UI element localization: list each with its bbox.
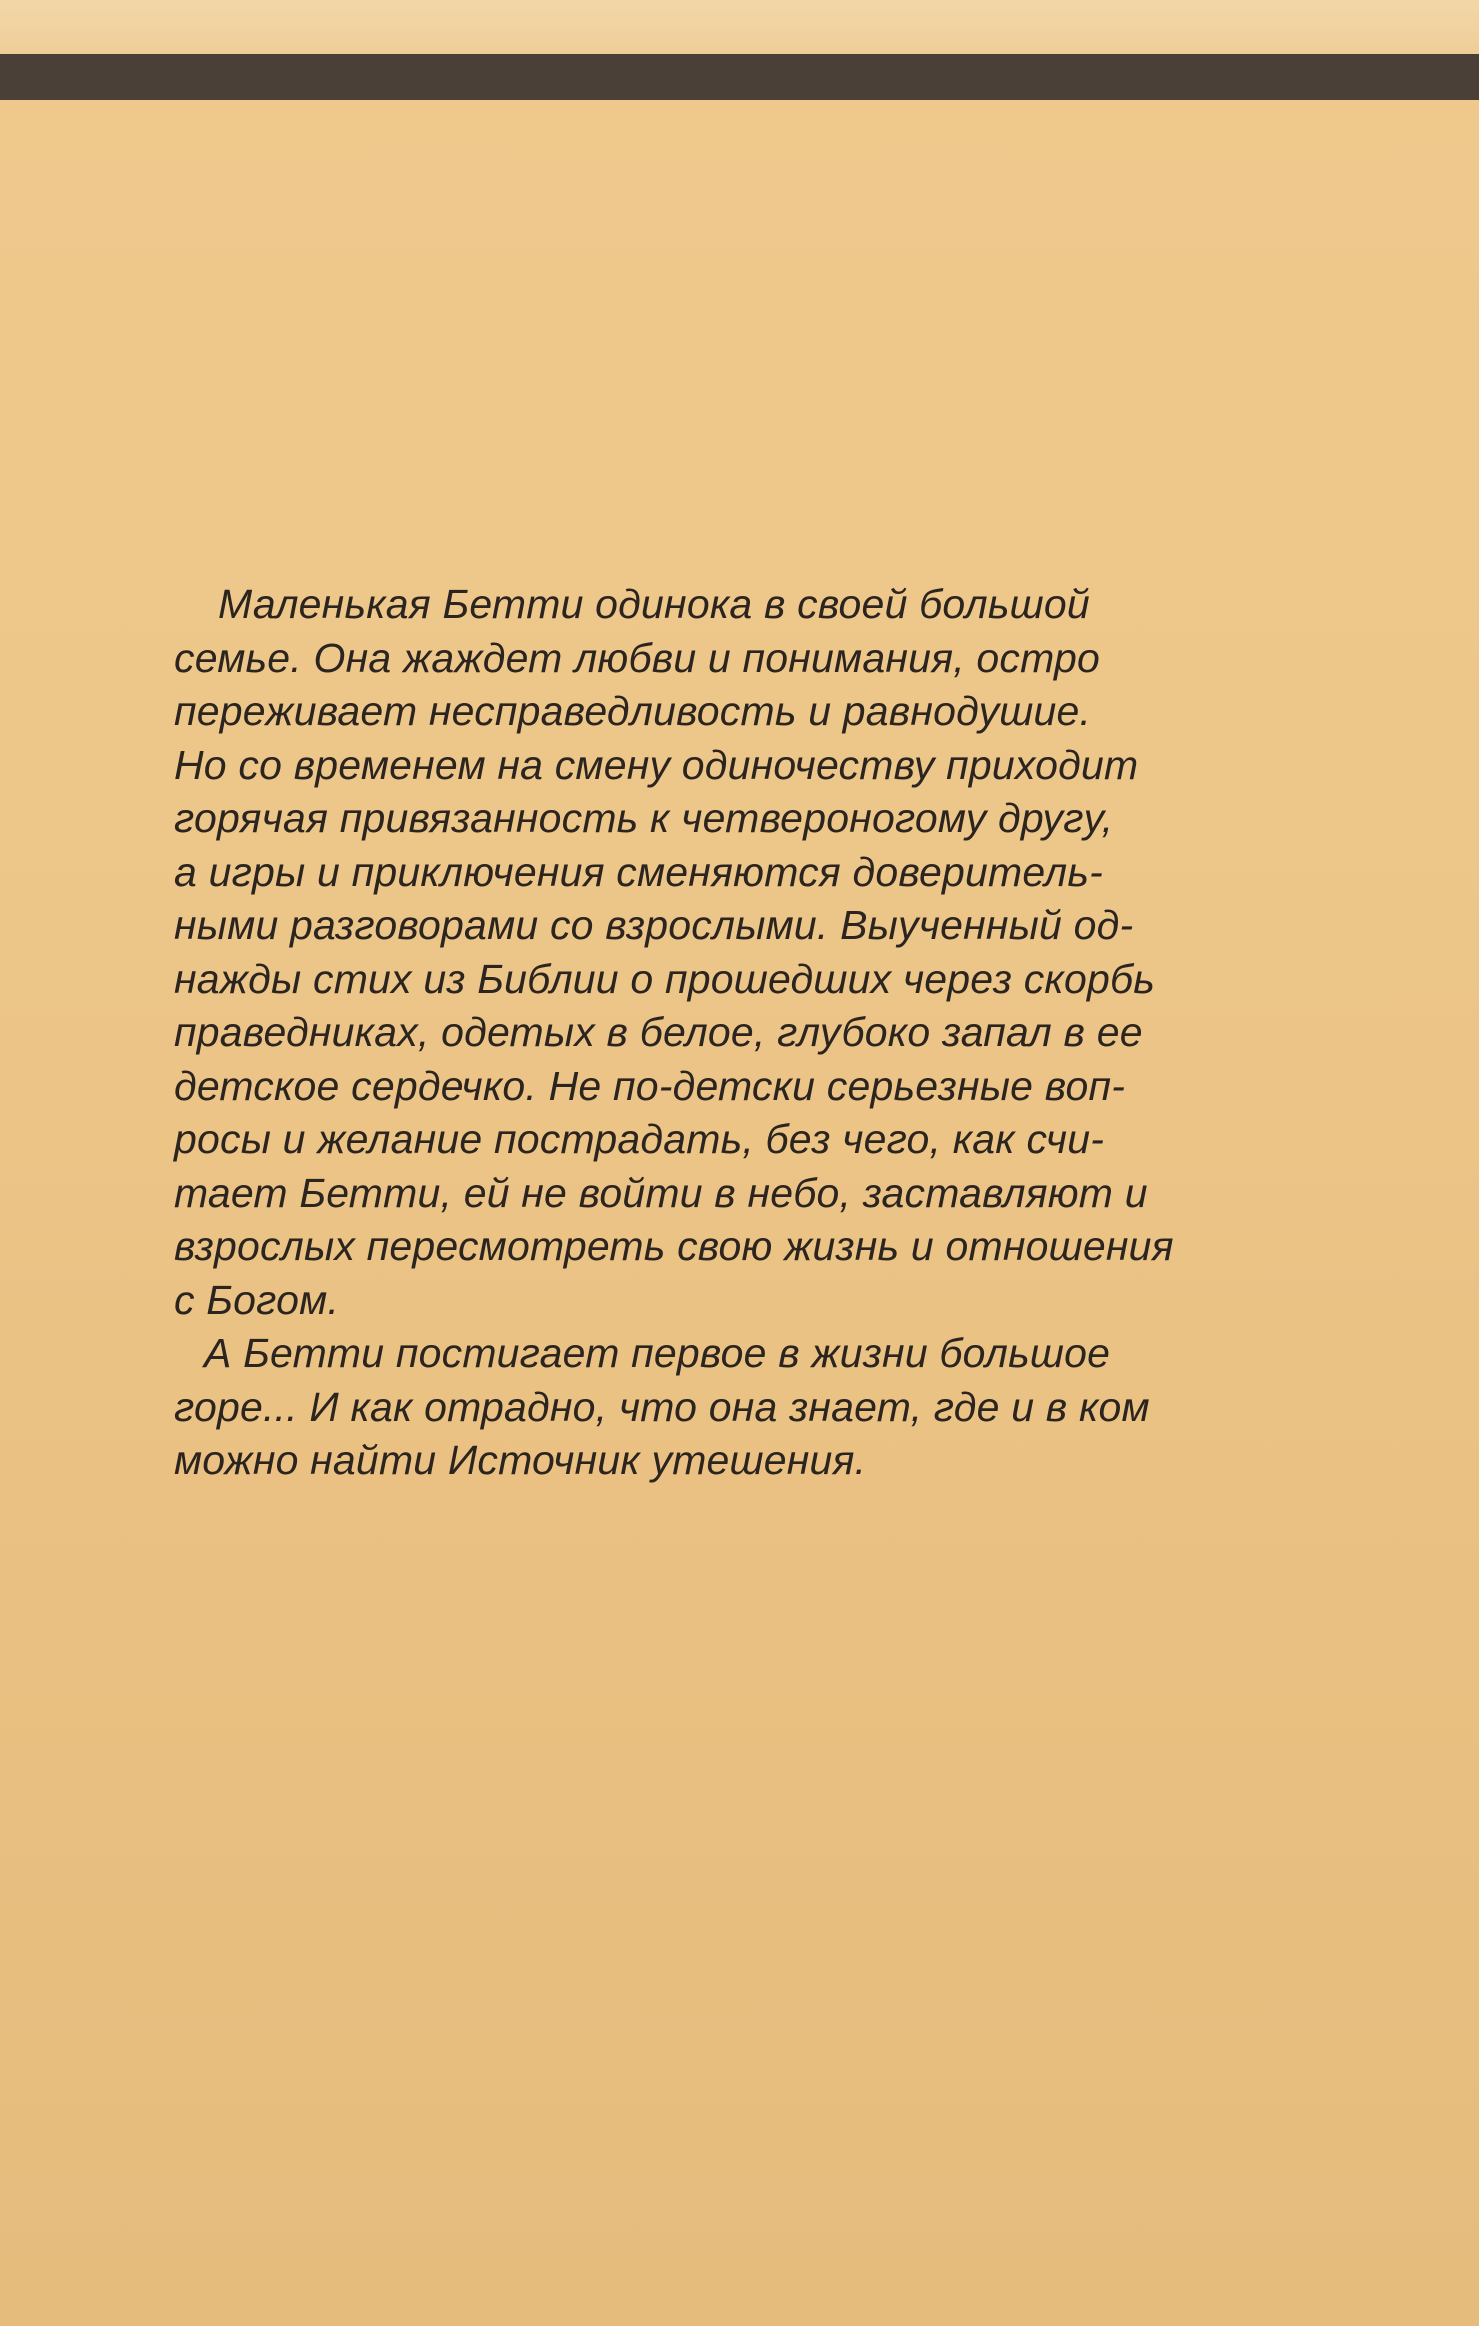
blurb-line: переживает несправедливость и равнодушие. bbox=[174, 688, 1092, 734]
blurb-line: семье. Она жаждет любви и понимания, остро bbox=[174, 634, 1100, 681]
blurb-line: а игры и приключения сменяются доверитель- bbox=[174, 848, 1103, 895]
blurb-line: можно найти Источник утешения. bbox=[174, 1437, 867, 1483]
blurb-line: Но со временем на смену одиночеству приходит bbox=[174, 741, 1139, 788]
blurb-line: росы и желание пострадать, без чего, как счи- bbox=[174, 1116, 1105, 1162]
cover-blurb bbox=[174, 578, 1354, 1488]
top-light-band bbox=[0, 0, 1479, 55]
blurb-line: с Богом. bbox=[174, 1276, 340, 1323]
blurb-line: Маленькая Бетти одинока в своей большой bbox=[218, 581, 1090, 627]
blurb-line: детское сердечко. Не по-детски серьезные воп- bbox=[174, 1062, 1126, 1109]
blurb-line: праведниках, одетых в белое, глубоко запал в ее bbox=[174, 1009, 1143, 1055]
blurb-line: взрослых пересмотреть свою жизнь и отношения bbox=[174, 1223, 1174, 1269]
blurb-line: горячая привязанность к четвероногому другу, bbox=[174, 795, 1114, 841]
blurb-line: нажды стих из Библии о прошедших через скорбь bbox=[174, 955, 1155, 1002]
blurb-line: тает Бетти, ей не войти в небо, заставляют и bbox=[174, 1169, 1148, 1216]
top-dark-stripe bbox=[0, 54, 1479, 100]
blurb-line: горе... И как отрадно, что она знает, где и в ком bbox=[174, 1383, 1150, 1430]
blurb-line: ными разговорами со взрослыми. Выученный од- bbox=[174, 902, 1134, 948]
blurb-line: А Бетти постигает первое в жизни большое bbox=[204, 1330, 1111, 1376]
